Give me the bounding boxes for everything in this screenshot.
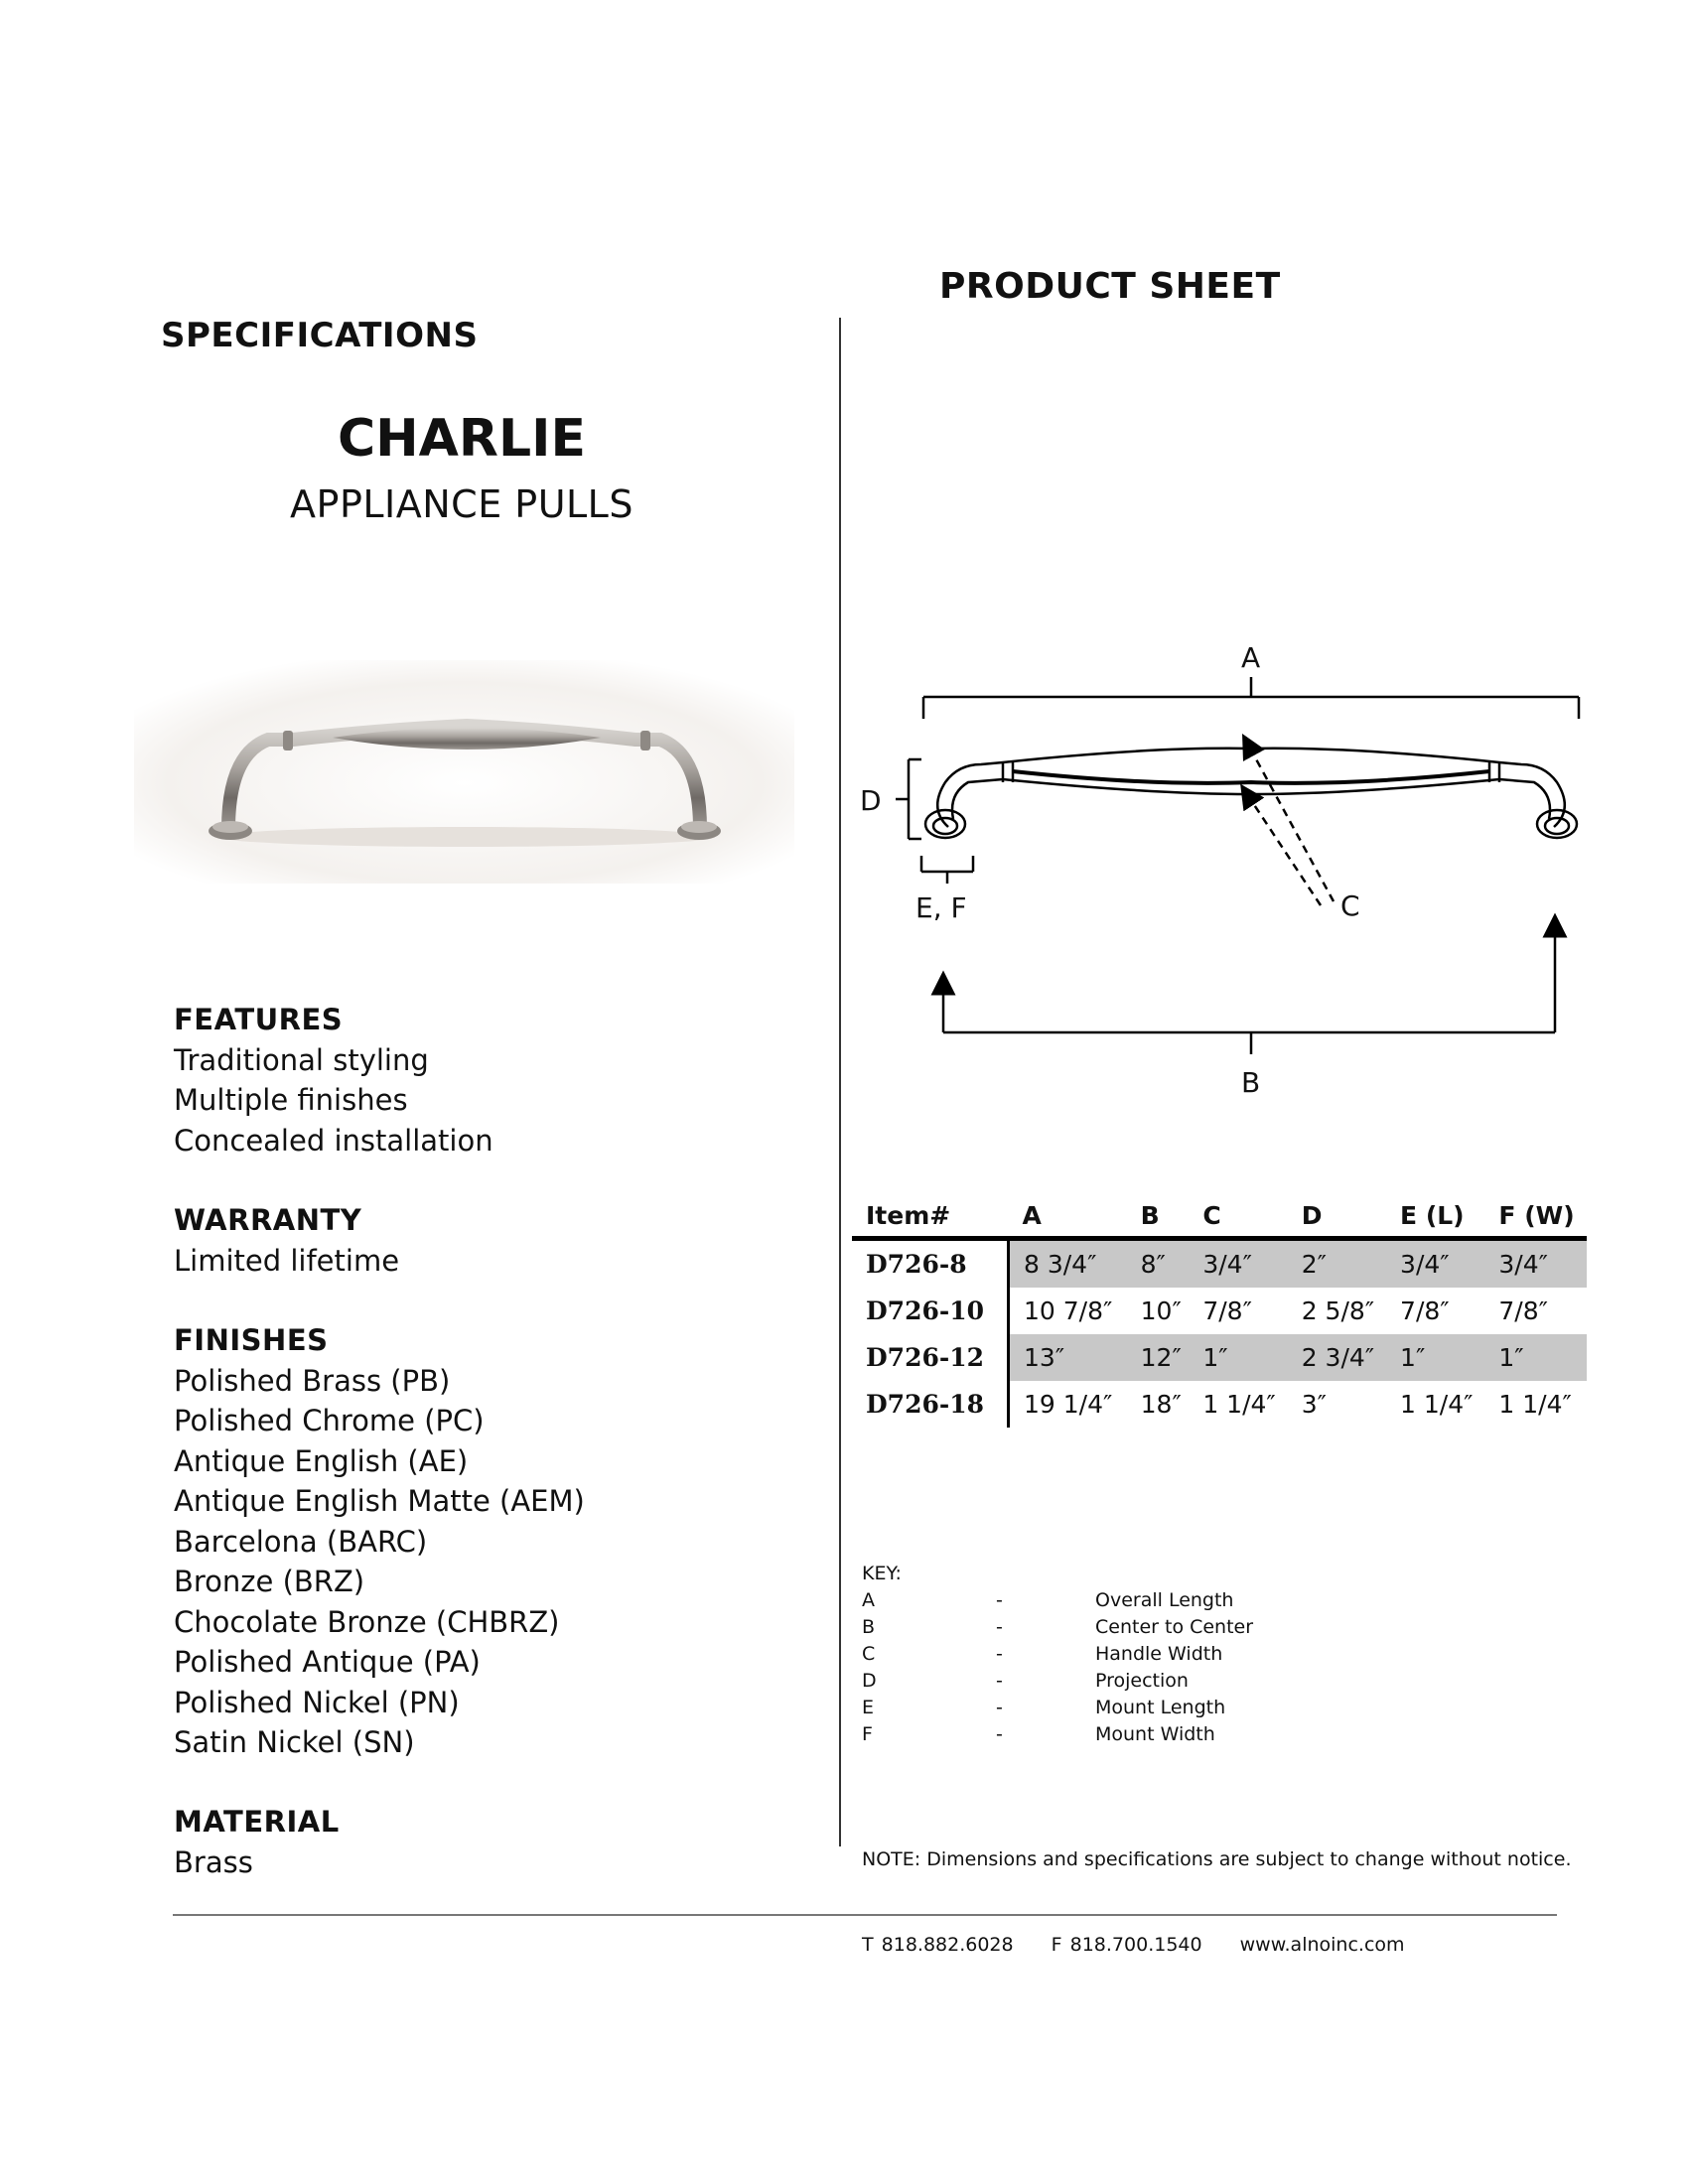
item-cell: D726-18 [852,1381,1009,1428]
value-cell: 13″ [1009,1334,1127,1381]
table-row [852,1334,1587,1381]
key-row [862,1641,1253,1668]
key-dash: - [996,1616,1003,1638]
key-row [862,1695,1253,1721]
item-cell: D726-8 [852,1239,1009,1289]
features-section [174,1000,493,1160]
vertical-divider [839,318,841,1846]
key-row [862,1614,1253,1641]
features-heading: FEATURES [174,1003,344,1036]
footer-divider [173,1914,1557,1916]
key-heading: KEY: [862,1563,902,1584]
fax-number: F 818.700.1540 [1051,1934,1202,1956]
value-cell: 10″ [1140,1297,1182,1325]
footer-contact [862,1934,1435,1956]
value-cell: 2 3/4″ [1288,1334,1386,1381]
key-letter: F [862,1723,873,1745]
value-cell: 8 3/4″ [1009,1239,1127,1289]
finishes-section [174,1320,585,1763]
product-photo [134,660,794,884]
value-cell: 3″ [1301,1390,1327,1419]
value-cell: 8″ [1127,1239,1190,1289]
value-cell: 1″ [1189,1334,1287,1381]
dimensions-table [852,1196,1587,1428]
value-cell: 7/8″ [1400,1297,1450,1325]
value-cell: 18″ [1140,1390,1182,1419]
value-cell: 3/4″ [1386,1239,1484,1289]
finish-item: Satin Nickel (SN) [174,1725,415,1759]
website-link[interactable]: www.alnoinc.com [1239,1934,1405,1956]
key-legend [862,1561,1253,1748]
col-header-d: D [1288,1196,1386,1239]
finish-item: Antique English (AE) [174,1443,469,1478]
key-dash: - [996,1589,1003,1611]
diagram-label-b: B [1241,1066,1261,1099]
finish-item: Chocolate Bronze (CHBRZ) [174,1604,560,1639]
key-row [862,1668,1253,1695]
value-cell: 19 1/4″ [1024,1390,1113,1419]
key-meaning: Overall Length [1095,1589,1234,1611]
key-meaning: Mount Width [1095,1723,1215,1745]
key-meaning: Handle Width [1095,1643,1223,1665]
value-cell: 1 1/4″ [1400,1390,1474,1419]
key-letter: D [862,1670,877,1692]
key-dash: - [996,1697,1003,1718]
key-letter: E [862,1697,875,1718]
material-item: Brass [174,1844,253,1879]
value-cell: 2″ [1288,1239,1386,1289]
finish-item: Antique English Matte (AEM) [174,1484,585,1518]
finish-item: Barcelona (BARC) [174,1524,428,1559]
diagram-label-ef: E, F [915,891,967,924]
col-header-a: A [1009,1196,1127,1239]
finish-item: Polished Brass (PB) [174,1363,451,1398]
col-header-item: Item# [852,1196,1009,1239]
value-cell: 2 5/8″ [1301,1297,1375,1325]
col-header-c: C [1189,1196,1287,1239]
finish-item: Bronze (BRZ) [174,1565,365,1598]
finishes-heading: FINISHES [174,1323,329,1357]
key-meaning: Projection [1095,1670,1189,1692]
value-cell: 3/4″ [1189,1239,1287,1289]
product-sheet-heading: PRODUCT SHEET [939,266,1281,307]
key-dash: - [996,1670,1003,1692]
key-meaning: Center to Center [1095,1616,1254,1638]
item-cell: D726-10 [852,1288,1009,1334]
key-dash: - [996,1723,1003,1745]
col-header-e: E (L) [1386,1196,1484,1239]
dimension-diagram [854,615,1609,1132]
value-cell: 1″ [1484,1334,1587,1381]
key-letter: B [862,1616,876,1638]
feature-item: Traditional styling [174,1042,429,1077]
key-dash: - [996,1643,1003,1665]
value-cell: 1 1/4″ [1202,1390,1276,1419]
col-header-f: F (W) [1484,1196,1587,1239]
material-section [174,1802,340,1882]
finish-item: Polished Chrome (PC) [174,1404,485,1437]
key-row [862,1721,1253,1748]
diagram-label-d: D [860,784,882,817]
value-cell: 1″ [1386,1334,1484,1381]
diagram-label-a: A [1241,641,1261,674]
key-letter: A [862,1589,875,1611]
value-cell: 3/4″ [1484,1239,1587,1289]
value-cell: 1 1/4″ [1498,1390,1572,1419]
phone-number: T 818.882.6028 [862,1934,1014,1956]
specifications-heading: SPECIFICATIONS [161,316,479,355]
table-row [852,1288,1587,1334]
warranty-item: Limited lifetime [174,1243,400,1278]
table-row [852,1381,1587,1428]
value-cell: 12″ [1127,1334,1190,1381]
finish-item: Polished Antique (PA) [174,1645,481,1679]
feature-item: Concealed installation [174,1123,493,1158]
feature-item: Multiple finishes [174,1083,408,1117]
key-meaning: Mount Length [1095,1697,1226,1718]
key-letter: C [862,1643,876,1665]
value-cell: 10 7/8″ [1024,1297,1113,1325]
product-title: CHARLIE [338,409,586,469]
disclaimer-note: NOTE: Dimensions and specifications are subject to change without notice. [862,1848,1572,1870]
diagram-label-c: C [1340,889,1360,922]
warranty-heading: WARRANTY [174,1203,362,1237]
value-cell: 7/8″ [1202,1297,1252,1325]
key-row [862,1587,1253,1614]
item-cell: D726-12 [852,1334,1009,1381]
col-header-b: B [1127,1196,1190,1239]
material-heading: MATERIAL [174,1805,340,1839]
table-header-row [852,1196,1587,1239]
finish-item: Polished Nickel (PN) [174,1685,460,1719]
product-subtitle: APPLIANCE PULLS [290,482,633,526]
table-row [852,1239,1587,1289]
warranty-section [174,1200,399,1281]
value-cell: 7/8″ [1498,1297,1548,1325]
